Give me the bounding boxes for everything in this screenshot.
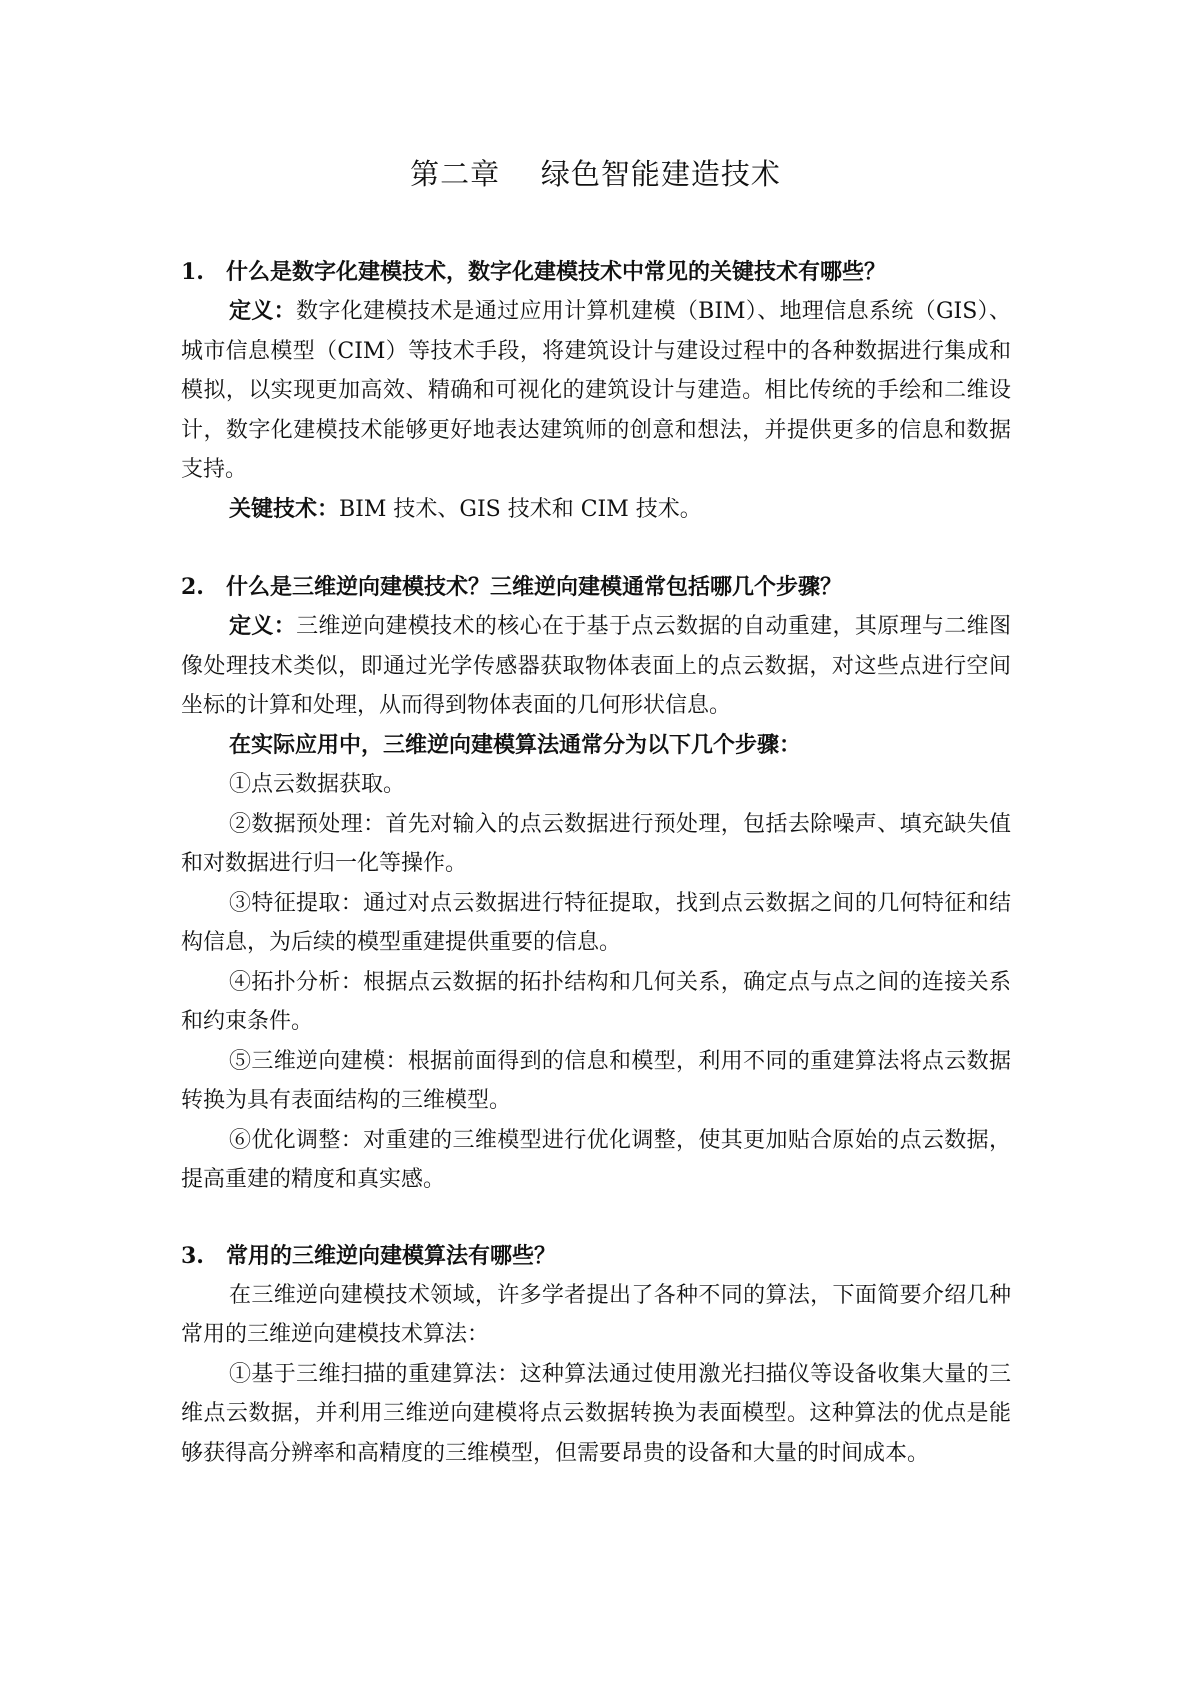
step-item: ⑥优化调整：对重建的三维模型进行优化调整，使其更加贴合原始的点云数据，提高重建的精度和真实感。 (181, 1127, 1011, 1192)
key-tech-text: BIM 技术、GIS 技术和 CIM 技术。 (339, 496, 702, 522)
definition-text: 三维逆向建模技术的核心在于基于点云数据的自动重建，其原理与二维图像处理技术类似，即通过光学传感器获取物体表面上的点云数据，对这些点进行空间坐标的计算和处理，从而得到物体表面的几何形状信息。 (181, 614, 1011, 718)
definition-label: 定义： (229, 298, 297, 324)
section-2 (181, 567, 1011, 1200)
algorithm-item: ①基于三维扫描的重建算法：这种算法通过使用激光扫描仪等设备收集大量的三维点云数据，并利用三维逆向建模将点云数据转换为表面模型。这种算法的优点是能够获得高分辨率和高精度的三维模型，但需要昂贵的设备和大量的时间成本。 (181, 1361, 1011, 1466)
key-tech-paragraph (181, 490, 1011, 530)
key-tech-label: 关键技术： (229, 495, 340, 522)
document-body (181, 252, 1011, 1473)
section-heading (181, 252, 1011, 292)
section-3 (181, 1236, 1011, 1474)
section-number: 1. (181, 259, 204, 285)
section-heading (181, 1236, 1011, 1276)
chapter-title: 第二章 绿色智能建造技术 (410, 157, 781, 191)
section-number: 3. (181, 1242, 204, 1269)
definition-paragraph (181, 292, 1011, 490)
intro-paragraph: 在三维逆向建模技术领域，许多学者提出了各种不同的算法，下面简要介绍几种常用的三维逆向建模技术算法： (181, 1282, 1011, 1347)
section-heading-text: 什么是三维逆向建模技术？三维逆向建模通常包括哪几个步骤？ (226, 574, 843, 600)
steps-intro: 在实际应用中，三维逆向建模算法通常分为以下几个步骤： (229, 731, 802, 758)
section-heading-text: 常用的三维逆向建模算法有哪些？ (226, 1242, 557, 1269)
section-1 (181, 252, 1011, 529)
step-item: ⑤三维逆向建模：根据前面得到的信息和模型，利用不同的重建算法将点云数据转换为具有表面结构的三维模型。 (181, 1048, 1011, 1113)
definition-label: 定义： (229, 613, 297, 639)
step-item: ①点云数据获取。 (229, 772, 406, 797)
step-item: ④拓扑分析：根据点云数据的拓扑结构和几何关系，确定点与点之间的连接关系和约束条件。 (181, 969, 1011, 1034)
definition-paragraph (181, 607, 1011, 726)
section-heading-text: 什么是数字化建模技术，数字化建模技术中常见的关键技术有哪些？ (226, 259, 887, 285)
step-item: ②数据预处理：首先对输入的点云数据进行预处理，包括去除噪声、填充缺失值和对数据进行归一化等操作。 (181, 811, 1011, 876)
section-heading (181, 567, 1011, 607)
definition-text: 数字化建模技术是通过应用计算机建模（BIM）、地理信息系统（GIS）、城市信息模型（CIM）等技术手段，将建筑设计与建设过程中的各种数据进行集成和模拟，以实现更加高效、精确和可视化的建筑设计与建造。相比传统的手绘和二维设计，数字化建模技术能够更好地表达建筑师的创意和想法，并提供更多的信息和数据支持。 (181, 299, 1011, 482)
section-number: 2. (181, 574, 204, 600)
step-item: ③特征提取：通过对点云数据进行特征提取，找到点云数据之间的几何特征和结构信息，为后续的模型重建提供重要的信息。 (181, 890, 1011, 955)
